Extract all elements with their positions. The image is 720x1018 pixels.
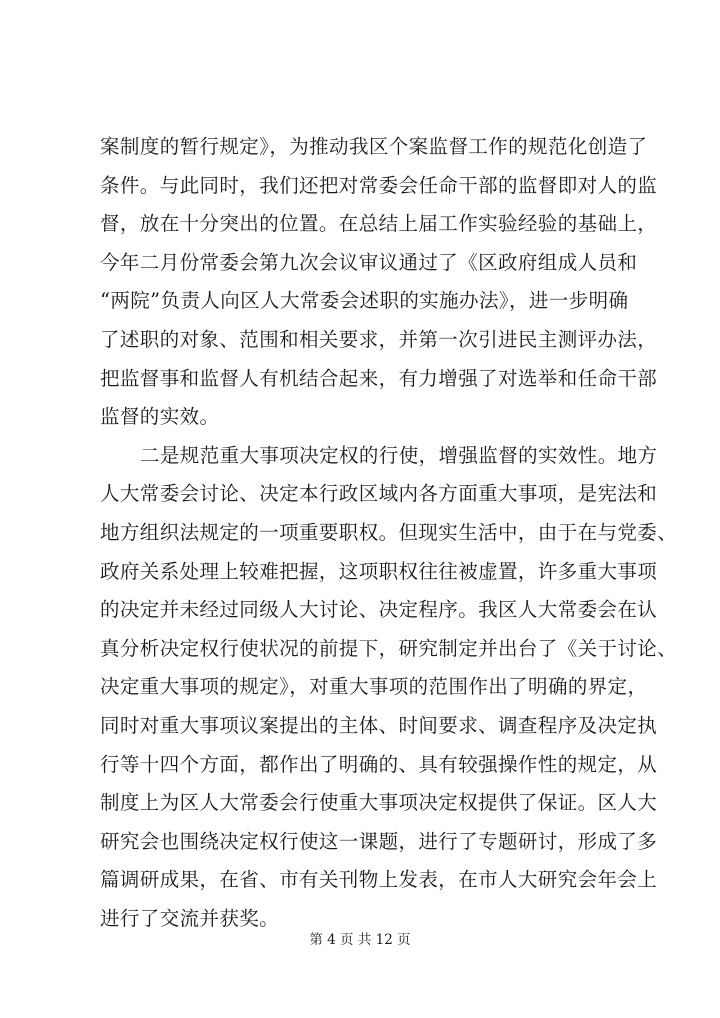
text-line: 行等十四个方面，都作出了明确的、具有较强操作性的规定，从 [100,752,658,776]
text-line: 进行了交流并获奖。 [100,906,280,930]
text-line: 案制度的暂行规定》，为推动我区个案监督工作的规范化创造了 [100,135,648,158]
paragraph-start-line: 二是规范重大事项决定权的行使，增强监督的实效性。地方 [140,443,658,467]
text-line: 同时对重大事项议案提出的主体、时间要求、调查程序及决定执 [100,713,658,737]
body-text [100,128,678,938]
text-line: 把监督事和监督人有机结合起来，有力增强了对选举和任命干部 [100,366,658,390]
text-line: 政府关系处理上较难把握，这项职权往往被虚置，许多重大事项 [100,559,658,583]
text-line: 研究会也围绕决定权行使这一课题，进行了专题研讨，形成了多 [100,829,658,853]
text-line: 真分析决定权行使状况的前提下，研究制定并出台了《关于讨论、 [100,636,678,660]
text-line: 的决定并未经过同级人大讨论、决定程序。我区人大常委会在认 [100,598,658,622]
text-line: 地方组织法规定的一项重要职权。但现实生活中，由于在与党委、 [100,520,678,544]
text-line: 篇调研成果，在省、市有关刊物上发表，在市人大研究会年会上 [100,868,658,892]
text-line: 督，放在十分突出的位置。在总结上届工作实验经验的基础上， [100,212,658,236]
text-line: “两院”负责人向区人大常委会述职的实施办法》，进一步明确 [100,289,629,313]
text-line: 人大常委会讨论、决定本行政区域内各方面重大事项，是宪法和 [100,482,658,506]
page-number-footer: 第 4 页 共 12 页 [309,932,411,948]
text-line: 条件。与此同时，我们还把对常委会任命干部的监督即对人的监 [100,173,658,197]
text-line: 了述职的对象、范围和相关要求，并第一次引进民主测评办法， [100,327,658,351]
text-line: 制度上为区人大常委会行使重大事项决定权提供了保证。区人大 [100,791,658,815]
text-line: 今年二月份常委会第九次会议审议通过了《区政府组成人员和 [100,250,638,274]
text-line: 监督的实效。 [100,405,220,429]
text-line: 决定重大事项的规定》，对重大事项的范围作出了明确的界定， [100,675,648,699]
